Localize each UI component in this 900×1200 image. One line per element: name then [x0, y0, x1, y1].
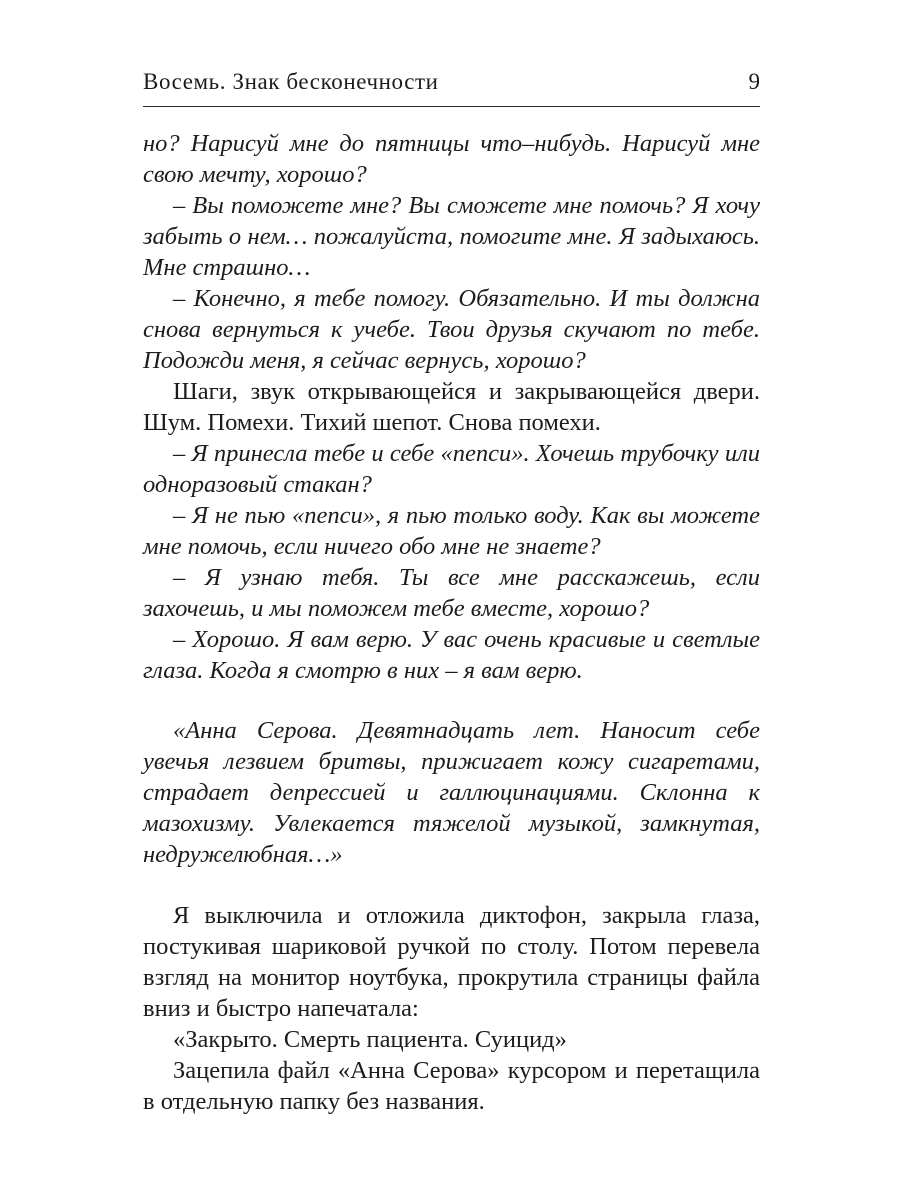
- paragraph: Зацепила файл «Анна Серова» курсором и перетащила в отдельную папку без названия.: [143, 1057, 760, 1115]
- page-number: 9: [748, 69, 760, 94]
- paragraph: Я выключила и отложила диктофон, закрыла глаза, постукивая шариковой ручкой по столу. Потом перевела взгляд на монитор ноутбука, прокрутила страницы файла вниз и быстро напечатала:: [143, 902, 760, 1022]
- header-rule: [143, 106, 760, 107]
- paragraph: – Хорошо. Я вам верю. У вас очень красивые и светлые глаза. Когда я смотрю в них – я вам верю.: [143, 626, 760, 684]
- paragraph: – Я не пью «пепси», я пью только воду. Как вы можете мне помочь, если ничего обо мне не знаете?: [143, 502, 760, 560]
- dialogue-section: [143, 128, 760, 686]
- paragraph: – Я узнаю тебя. Ты все мне расскажешь, если захочешь, и мы поможем тебе вместе, хорошо?: [143, 564, 760, 622]
- paragraph: но? Нарисуй мне до пятницы что–нибудь. Нарисуй мне свою мечту, хорошо?: [143, 130, 760, 188]
- paragraph: Шаги, звук открывающейся и закрывающейся двери. Шум. Помехи. Тихий шепот. Снова помехи.: [143, 378, 760, 436]
- case-note: «Анна Серова. Девятнадцать лет. Наносит себе увечья лезвием бритвы, прижигает кожу сигаретами, страдает депрессией и галлюцинациями. Склонна к мазохизму. Увлекается тяжелой музыкой, замкнутая, недружелюбная…»: [143, 717, 760, 868]
- paragraph: – Конечно, я тебе помогу. Обязательно. И ты должна снова вернуться к учебе. Твои друзья скучают по тебе. Подожди меня, я сейчас вернусь, хорошо?: [143, 285, 760, 374]
- paragraph: – Я принесла тебе и себе «пепси». Хочешь трубочку или одноразовый стакан?: [143, 440, 760, 498]
- running-title: Восемь. Знак бесконечности: [143, 69, 439, 94]
- case-note-section: [143, 715, 760, 870]
- paragraph: «Закрыто. Смерть пациента. Суицид»: [173, 1026, 567, 1053]
- narration-section: [143, 900, 760, 1117]
- running-head: [143, 66, 760, 106]
- paragraph: – Вы поможете мне? Вы сможете мне помочь? Я хочу забыть о нем… пожалуйста, помогите мне. Я задыхаюсь. Мне страшно…: [143, 192, 760, 281]
